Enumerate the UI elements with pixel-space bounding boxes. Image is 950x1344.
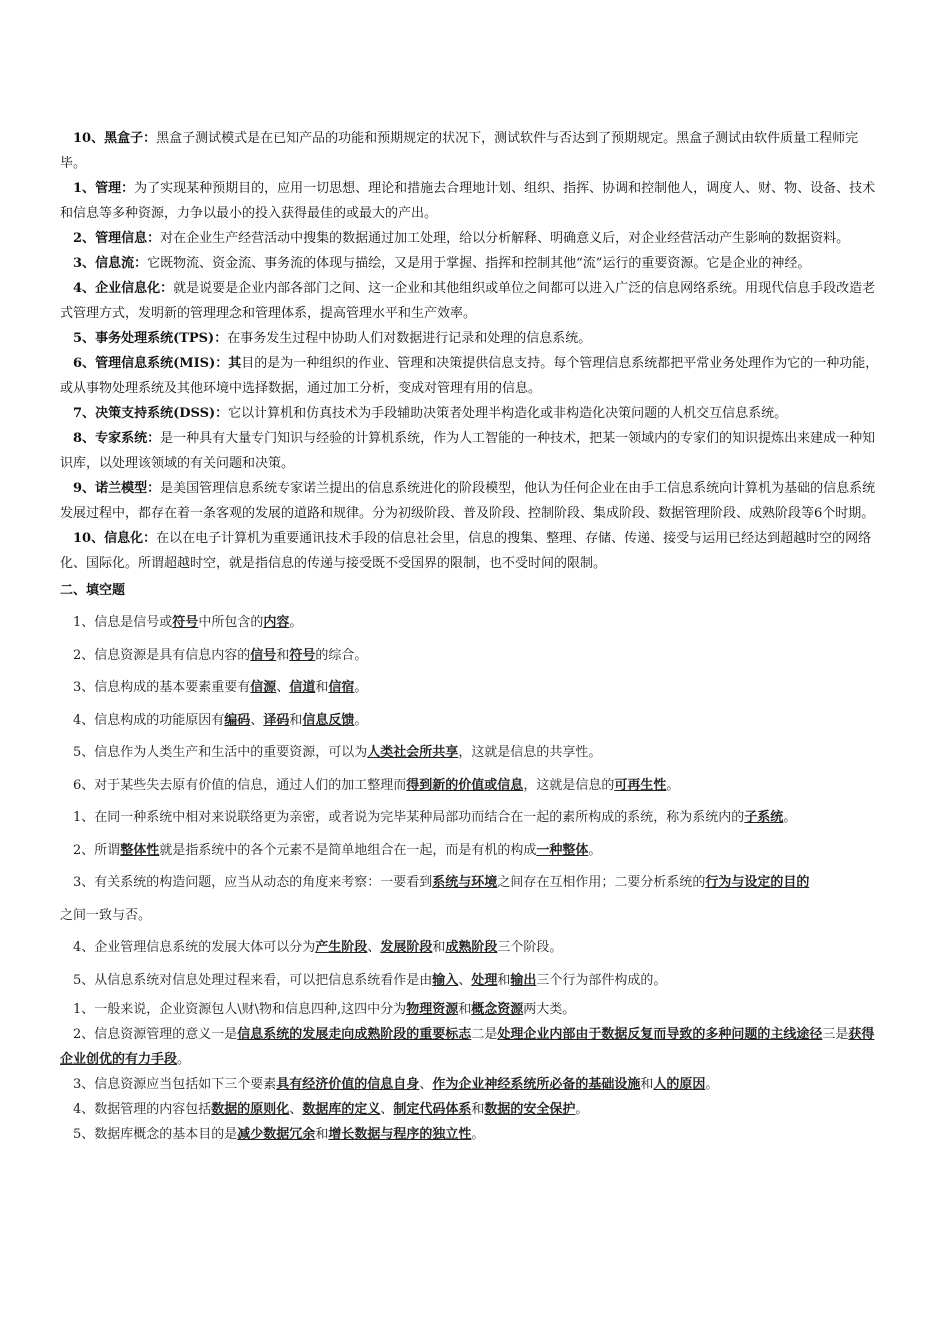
fill-in-answer: 制定代码体系 [393, 1102, 472, 1117]
definition-item [60, 226, 880, 251]
document-page [60, 126, 880, 1147]
definition-item [60, 401, 880, 426]
fill-in-answer: 行为与设定的目的 [705, 875, 810, 890]
fill-in-text: ，这就是信息的 [523, 777, 615, 793]
fill-in-text: 4、数据管理的内容包括 [73, 1102, 212, 1117]
fill-in-answer: 符号 [289, 647, 316, 663]
fill-in-text: 和 [497, 972, 511, 988]
fill-in-text: 。 [705, 1077, 719, 1092]
definition-number: 5、 [73, 331, 96, 346]
definition-text: 是美国管理信息系统专家诺兰提出的信息系统进化的阶段模型，他认为任何企业在由手工信息系统向计算机为基础的信息系统发展过程中，都存在着一条客观的发展的道路和规律。分为初级阶段、普及阶段、控制阶段、集成阶段、数据管理阶段、成熟阶段等6个时期。 [60, 481, 876, 521]
fill-in-answer: 处理 [471, 972, 498, 988]
definition-item [60, 276, 880, 326]
fill-in-answer: 数据的安全保护 [484, 1102, 576, 1117]
fill-in-answer: 编码 [224, 712, 251, 728]
fill-in-item [60, 640, 880, 673]
fill-in-text: 和 [315, 1127, 329, 1142]
fill-in-item [60, 997, 880, 1022]
fill-in-answer: 系统与环境 [432, 875, 498, 890]
fill-in-answer: 输入 [432, 972, 459, 988]
fill-in-answer: 子系统 [744, 810, 784, 825]
fill-in-item [60, 1022, 880, 1072]
fill-in-answer: 可再生性 [614, 777, 667, 793]
fill-in-answer: 数据库的定义 [302, 1102, 381, 1117]
section-heading: 二、填空题 [60, 583, 126, 598]
fill-in-answer: 输出 [510, 972, 537, 988]
fill-in-text: 、 [276, 680, 290, 695]
definition-number: 3、 [73, 256, 96, 271]
fill-in-text: 和 [640, 1077, 654, 1092]
fill-in-answer: 增长数据与程序的独立性 [328, 1127, 472, 1142]
fill-in-answer: 符号 [172, 615, 199, 630]
fill-in-text: 、 [419, 1077, 433, 1092]
fill-in-text: 三个阶段。 [497, 940, 563, 955]
fill-in-text: 5、数据库概念的基本目的是 [73, 1127, 238, 1142]
fill-in-answer: 信号 [250, 647, 277, 663]
definition-number: 4、 [73, 281, 96, 296]
fill-in-answer: 具有经济价值的信息自身 [276, 1077, 420, 1092]
fill-in-item [60, 965, 880, 998]
fill-in-text: 中所包含的 [198, 615, 264, 630]
fill-in-text: 3、信息构成的基本要素重要有 [73, 680, 251, 695]
definition-number: 10、 [73, 131, 105, 146]
fill-in-text: 、 [289, 1102, 303, 1117]
fill-in-text: 5、从信息系统对信息处理过程来看，可以把信息系统看作是由 [73, 972, 433, 988]
fill-in-text: 1、在同一种系统中相对来说联络更为亲密，或者说为完毕某种局部功而结合在一起的素所构成的系统，称为系统内的 [73, 810, 745, 825]
definition-item [60, 476, 880, 526]
fill-in-answer: 整体性 [120, 842, 160, 858]
fill-in-answer: 得到新的价值或信息 [406, 777, 524, 793]
fill-in-item [60, 932, 880, 965]
fill-in-text: 1、一般来说，企业资源包人\财\物和信息四种,这四中分为 [73, 1002, 407, 1017]
fill-in-text: 和 [276, 647, 290, 663]
definitions-section [60, 126, 880, 576]
definition-number: 7、 [73, 406, 96, 421]
definition-term: 管理信息系统(MIS)：其 [95, 356, 242, 371]
fill-in-answer: 信息反馈 [302, 712, 355, 728]
definition-item [60, 351, 880, 401]
fill-in-item [60, 802, 880, 835]
fill-in-answer: 产生阶段 [315, 940, 368, 955]
fill-in-text: 的综合。 [315, 647, 368, 663]
fill-in-answer: 人的原因 [653, 1077, 706, 1092]
definition-item [60, 526, 880, 576]
fill-in-text: 就是指系统中的各个元素不是简单地组合在一起，而是有机的构成 [159, 842, 537, 858]
fill-in-section [60, 607, 880, 997]
fill-in-text: 之间存在互相作用；二要分析系统的 [497, 875, 706, 890]
definition-term: 企业信息化： [95, 281, 174, 296]
definition-item [60, 251, 880, 276]
fill-in-item [60, 607, 880, 640]
fill-in-answer: 信息系统的发展走向成熟阶段的重要标志 [237, 1027, 472, 1042]
fill-in-item [60, 672, 880, 705]
definition-term: 管理信息： [95, 231, 161, 246]
definition-text: 就是说要是企业内部各部门之间、这一企业和其他组织或单位之间都可以进入广泛的信息网络系统。用现代信息手段改造老式管理方式，发明新的管理理念和管理体系，提高管理水平和生产效率。 [60, 281, 876, 321]
fill-in-text: 二是 [471, 1027, 498, 1042]
definition-item [60, 426, 880, 476]
fill-in-text: 6、对于某些失去原有价值的信息，通过人们的加工整理而 [73, 777, 407, 793]
fill-in-answer: 获得企业创优的有力手段 [60, 1027, 875, 1067]
definition-term: 管理： [95, 181, 135, 196]
fill-in-item [60, 1122, 880, 1147]
fill-in-answer: 物理资源 [406, 1002, 459, 1017]
definition-term: 专家系统： [95, 431, 161, 446]
fill-in-text: 和 [289, 712, 303, 728]
definition-item [60, 126, 880, 176]
fill-in-text: 5、信息作为人类生产和生活中的重要资源，可以为 [73, 745, 368, 760]
fill-in-text: 3、有关系统的构造问题，应当从动态的角度来考察：一要看到 [73, 875, 433, 890]
fill-in-answer: 作为企业神经系统所必备的基础设施 [432, 1077, 641, 1092]
fill-in-text: 。 [289, 615, 303, 630]
definition-text: 在事务发生过程中协助人们对数据进行记录和处理的信息系统。 [227, 331, 592, 346]
fill-in-text: 4、信息构成的功能原因有 [73, 712, 225, 728]
fill-in-item [60, 770, 880, 803]
definition-term: 事务处理系统(TPS)： [95, 331, 228, 346]
fill-in-answer: 数据的原则化 [211, 1102, 290, 1117]
definition-item [60, 326, 880, 351]
fill-in-answer: 减少数据冗余 [237, 1127, 316, 1142]
fill-in-text: 和 [471, 1102, 485, 1117]
fill-in-text: 2、所谓 [73, 842, 121, 858]
fill-in-text: 。 [575, 1102, 589, 1117]
fill-in-answer: 人类社会所共享 [367, 745, 459, 760]
fill-in-answer: 处理企业内部由于数据反复而导致的多种问题的主线途径 [497, 1027, 823, 1042]
fill-in-item [60, 900, 880, 933]
fill-in-text: 。 [666, 777, 680, 793]
definition-text: 黑盒子测试模式是在已知产品的功能和预期规定的状况下，测试软件与否达到了预期规定。黑盒子测试由软件质量工程师完毕。 [60, 131, 859, 171]
fill-in-text: 2、信息资源是具有信息内容的 [73, 647, 251, 663]
fill-in-text: 和 [432, 940, 446, 955]
fill-in-item [60, 867, 880, 900]
fill-in-text: 。 [354, 680, 368, 695]
definition-number: 10、 [73, 531, 105, 546]
fill-in-answer: 译码 [263, 712, 290, 728]
fill-in-text: 。 [783, 810, 797, 825]
fill-in-text: 。 [177, 1052, 191, 1067]
fill-in-item [60, 705, 880, 738]
fill-in-answer: 概念资源 [471, 1002, 524, 1017]
fill-in-item [60, 1072, 880, 1097]
fill-in-text: 。 [471, 1127, 485, 1142]
definition-term: 信息化： [104, 531, 157, 546]
fill-in-text: 两大类。 [523, 1002, 576, 1017]
fill-in-text: 和 [458, 1002, 472, 1017]
fill-in-answer: 成熟阶段 [445, 940, 498, 955]
fill-in-answer: 信源 [250, 680, 277, 695]
fill-in-text: 和 [315, 680, 329, 695]
fill-in-text: 、 [367, 940, 381, 955]
fill-in-answer: 一种整体 [536, 842, 589, 858]
definition-text: 为了实现某种预期目的，应用一切思想、理论和措施去合理地计划、组织、指挥、协调和控制他人，调度人、财、物、设备、技术和信息等多种资源，力争以最小的投入获得最佳的或最大的产出。 [60, 181, 876, 221]
fill-in-text: 。 [588, 842, 602, 858]
definition-text: 它以计算机和仿真技术为手段辅助决策者处理半构造化或非构造化决策问题的人机交互信息系统。 [228, 406, 788, 421]
fill-in-item [60, 737, 880, 770]
fill-in-text: 2、信息资源管理的意义一是 [73, 1027, 238, 1042]
fill-in-text: 4、企业管理信息系统的发展大体可以分为 [73, 940, 316, 955]
fill-in-item [60, 835, 880, 868]
definition-term: 决策支持系统(DSS)： [95, 406, 229, 421]
fill-in-answer: 内容 [263, 615, 290, 630]
definition-text: 它既物流、资金流、事务流的体现与描绘，又是用于掌握、指挥和控制其他“流”运行的重要资源。它是企业的神经。 [147, 256, 811, 271]
fill-in-text: 、 [458, 972, 472, 988]
fill-in-answer: 发展阶段 [380, 940, 433, 955]
definition-number: 1、 [73, 181, 96, 196]
fill-in-text: ，这就是信息的共享性。 [458, 745, 602, 760]
definition-text: 是一种具有大量专门知识与经验的计算机系统，作为人工智能的一种技术，把某一领域内的专家们的知识提炼出来建成一种知识库，以处理该领域的有关问题和决策。 [60, 431, 876, 471]
fill-in-text: 、 [250, 712, 264, 728]
fill-in-answer: 信宿 [328, 680, 355, 695]
definition-text: 目的是为一种组织的作业、管理和决策提供信息支持。每个管理信息系统都把平常业务处理作为它的一种功能，或从事物处理系统及其他环境中选择数据，通过加工分析，变成对管理有用的信息。 [60, 356, 879, 396]
fill-in-text: 。 [354, 712, 368, 728]
definition-number: 8、 [73, 431, 96, 446]
definition-number: 2、 [73, 231, 96, 246]
definition-term: 信息流： [95, 256, 148, 271]
definition-term: 诺兰模型： [95, 481, 161, 496]
fill-in-item [60, 1097, 880, 1122]
definition-item [60, 176, 880, 226]
definition-number: 9、 [73, 481, 96, 496]
fill-in-text: 三是 [822, 1027, 849, 1042]
definition-term: 黑盒子： [104, 131, 157, 146]
fill-in-text: 3、信息资源应当包括如下三个要素 [73, 1077, 277, 1092]
fill-in-text: 、 [380, 1102, 394, 1117]
fill-in-text: 之间一致与否。 [60, 907, 152, 923]
definition-text: 对在企业生产经营活动中搜集的数据通过加工处理，给以分析解释、明确意义后，对企业经营活动产生影响的数据资料。 [160, 231, 850, 246]
definition-number: 6、 [73, 356, 96, 371]
definition-text: 在以在电子计算机为重要通讯技术手段的信息社会里，信息的搜集、整理、存储、传递、接受与运用已经达到超越时空的网络化、国际化。所谓超越时空，就是指信息的传递与接受既不受国界的限制，也不受时间的限制。 [60, 531, 872, 571]
fill-in-text: 三个行为部件构成的。 [536, 972, 667, 988]
fill-in-text: 1、信息是信号或 [73, 615, 173, 630]
fill-in-answer: 信道 [289, 680, 316, 695]
fill-in-section-2 [60, 997, 880, 1147]
